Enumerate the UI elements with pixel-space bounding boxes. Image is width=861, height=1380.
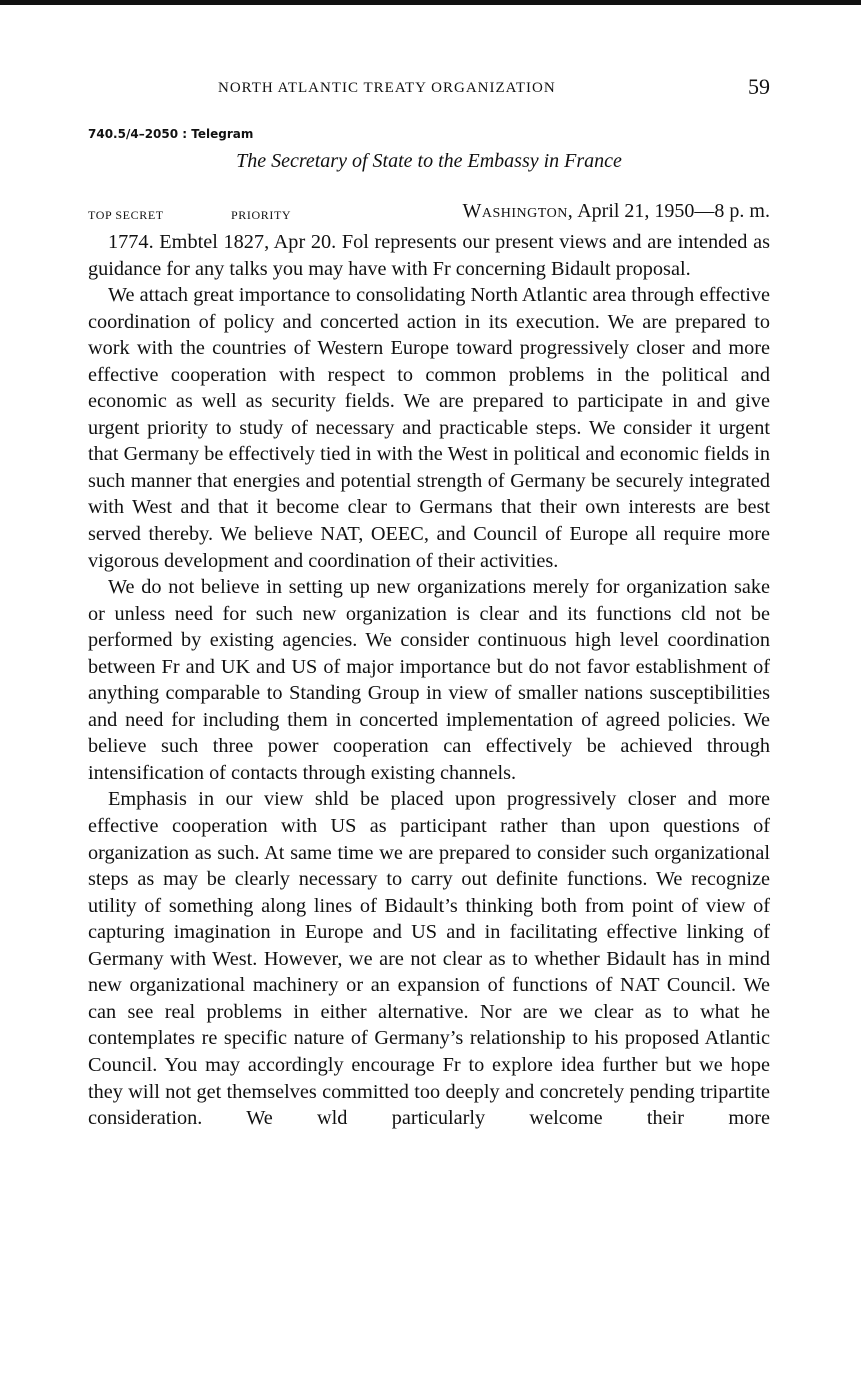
dateline-date: April 21, 1950—8 p. m. (577, 200, 770, 222)
running-header (88, 74, 770, 106)
running-title: NORTH ATLANTIC TREATY ORGANIZATION (218, 80, 556, 96)
file-reference: 740.5/4–2050 : Telegram (88, 127, 254, 141)
dateline (463, 200, 770, 223)
dateline-place: Washington, (462, 200, 574, 222)
paragraph-3: We do not believe in setting up new organizations merely for organization sake or unless need for such new organization is clear and its functions cld not be performed by existing agencies. We consider continuous high level coordination between Fr and UK and US of major importance but do not favor establishment of anything comparable to Standing Group in view of smaller nations susceptibilities and need for including them in concerted implementation of agreed policies. We believe such three power cooperation can effectively be achieved through intensification of contacts through existing channels. (88, 576, 770, 784)
page-number: 59 (748, 74, 770, 99)
paragraph-1: 1774. Embtel 1827, Apr 20. Fol represents our present views and are intended as guidance for any talks you may have with Fr concerning Bidault proposal. (88, 231, 770, 280)
paragraph-2: We attach great importance to consolidating North Atlantic area through effective coordination of policy and concerted action in its execution. We are prepared to work with the countries of Western Europe toward progressively closer and more effective cooperation with respect to common problems in the political and economic as well as security fields. We are prepared to participate in and give urgent priority to study of necessary and practicable steps. We consider it urgent that Germany be effectively tied in with the West in political and economic fields in such manner that energies and potential strength of Germany be securely integrated with West and that it become clear to Germans that their own interests are best served thereby. We believe NAT, OEEC, and Council of Europe all require more vigorous development and coordination of their activities. (88, 284, 770, 572)
paragraph-4: Emphasis in our view shld be placed upon progressively closer and more effective cooperation with US as participant rather than upon questions of organization as such. At same time we are prepared to consider such organizational steps as may be clearly necessary to carry out definite functions. We recognize utility of something along lines of Bidault’s thinking both from point of view of capturing imagination in Europe and US and in facilitating effective linking of Germany with West. However, we are not clear as to whether Bidault has in mind new organizational machinery or an expansion of functions of NAT Council. We can see real problems in either alternative. Nor are we clear as to what he contemplates re specific nature of Germany’s relationship to his proposed Atlantic Council. You may accordingly encourage Fr to explore idea further but we hope they will not get themselves committed too deeply and concretely pending tripartite consideration. We wld particularly welcome their more (88, 788, 770, 1130)
document-title: The Secretary of State to the Embassy in France (236, 150, 622, 172)
precedence-label: PRIORITY (231, 208, 292, 222)
telegram-body (88, 229, 770, 1132)
telegram-header-line (88, 200, 770, 228)
top-border-rule (0, 0, 861, 5)
classification-label: TOP SECRET (88, 208, 164, 222)
